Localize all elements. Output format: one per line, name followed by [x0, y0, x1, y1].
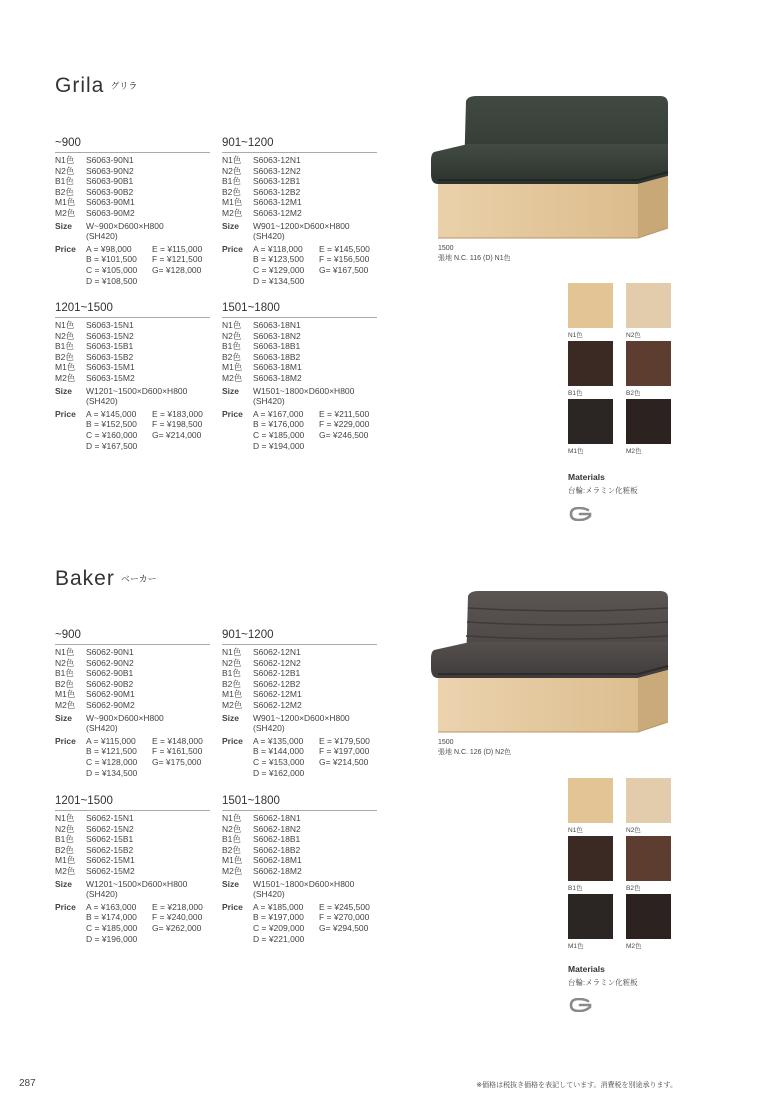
product-title-grila: [55, 74, 137, 98]
size-row: Size W1501~1800×D600×H800 (SH420): [222, 385, 355, 407]
color-code-row: B2色 S6062-12B2: [222, 678, 301, 689]
swatch-m1: [568, 399, 613, 444]
color-code-row: M1色 S6063-90M1: [55, 197, 135, 208]
color-code-row: M2色 S6062-12M2: [222, 699, 302, 710]
color-code-row: B1色 S6063-90B1: [55, 176, 134, 187]
grila-sofa-image: [428, 92, 674, 244]
color-code-row: B2色 S6063-18B2: [222, 351, 301, 362]
materials-heading: Materials: [568, 964, 605, 974]
color-code-row: N2色 S6062-15N2: [55, 823, 134, 834]
swatch-label: N2色: [626, 332, 641, 339]
baker-sofa-image: [428, 588, 674, 736]
size-row: Size W1201~1500×D600×H800 (SH420): [55, 878, 188, 900]
product-title-baker: [55, 567, 157, 591]
spec-block: [222, 647, 387, 778]
spec-block: [222, 320, 387, 451]
color-code-row: M2色 S6062-90M2: [55, 699, 135, 710]
size-range-heading: 1201~1500: [55, 302, 210, 318]
color-code-row: M1色 S6062-90M1: [55, 689, 135, 700]
swatch-label: N2色: [626, 827, 641, 834]
size-row: Size W901~1200×D600×H800 (SH420): [222, 220, 350, 242]
swatch-label: B1色: [568, 885, 583, 892]
swatch-label: N1色: [568, 332, 583, 339]
swatch-m1: [568, 894, 613, 939]
color-code-row: N1色 S6063-15N1: [55, 320, 134, 330]
color-code-row: B2色 S6063-12B2: [222, 186, 301, 197]
g-mark-icon: [569, 998, 593, 1012]
spec-block: [55, 647, 220, 778]
color-code-row: N2色 S6063-90N2: [55, 165, 134, 176]
size-row: Size W~900×D600×H800 (SH420): [55, 712, 164, 734]
color-code-row: N1色 S6063-18N1: [222, 320, 301, 330]
color-code-row: M1色 S6063-15M1: [55, 362, 135, 373]
color-code-row: B2色 S6063-15B2: [55, 351, 134, 362]
swatch-label: B2色: [626, 885, 641, 892]
price-row: Price A = ¥135,000 E = ¥179,500 B = ¥144,000 F = ¥197,000 C = ¥153,000 G= ¥214,500 D = ¥162,000: [222, 735, 370, 778]
product-kana: ベーカー: [120, 574, 157, 584]
color-code-row: B1色 S6062-90B1: [55, 668, 134, 679]
color-code-row: N1色 S6062-15N1: [55, 813, 134, 823]
color-code-row: N2色 S6062-90N2: [55, 657, 134, 668]
size-range-heading: 1201~1500: [55, 795, 210, 811]
swatch-n2: [626, 778, 671, 823]
product-name: Baker: [55, 567, 115, 590]
price-row: Price A = ¥145,000 E = ¥183,000 B = ¥152,500 F = ¥198,500 C = ¥160,000 G= ¥214,000 D = ¥167,500: [55, 408, 203, 451]
sofa-caption: 1500 張地 N.C. 116 (D) N1色: [438, 245, 511, 262]
color-code-row: N2色 S6062-18N2: [222, 823, 301, 834]
color-code-row: N1色 S6062-12N1: [222, 647, 301, 657]
swatch-n2: [626, 283, 671, 328]
page-number: 287: [19, 1078, 36, 1089]
price-row: Price A = ¥115,000 E = ¥148,000 B = ¥121,500 F = ¥161,500 C = ¥128,000 G= ¥175,000 D = ¥134,500: [55, 735, 203, 778]
color-code-row: B1色 S6062-18B1: [222, 834, 301, 845]
color-code-row: B1色 S6063-12B1: [222, 176, 301, 187]
swatch-label: M1色: [568, 943, 584, 950]
size-range-heading: 901~1200: [222, 137, 377, 153]
price-row: Price A = ¥98,000 E = ¥115,000 B = ¥101,500 F = ¥121,500 C = ¥105,000 G= ¥128,000 D = ¥108,500: [55, 243, 203, 286]
swatch-m2: [626, 399, 671, 444]
color-code-row: B1色 S6063-18B1: [222, 341, 301, 352]
swatch-b1: [568, 836, 613, 881]
swatch-label: B1色: [568, 390, 583, 397]
color-code-row: N1色 S6063-12N1: [222, 155, 301, 165]
color-code-row: M2色 S6062-15M2: [55, 865, 135, 876]
color-code-row: M1色 S6062-12M1: [222, 689, 302, 700]
materials-heading: Materials: [568, 472, 605, 482]
spec-block: [222, 813, 387, 944]
color-code-row: M2色 S6062-18M2: [222, 865, 302, 876]
swatch-b1: [568, 341, 613, 386]
price-row: Price A = ¥118,000 E = ¥145,500 B = ¥123,500 F = ¥156,500 C = ¥129,000 G= ¥167,500 D = ¥134,500: [222, 243, 370, 286]
size-range-heading: 1501~1800: [222, 302, 377, 318]
color-code-row: N1色 S6062-18N1: [222, 813, 301, 823]
size-row: Size W901~1200×D600×H800 (SH420): [222, 712, 350, 734]
color-code-row: N2色 S6063-18N2: [222, 330, 301, 341]
spec-block: [55, 813, 220, 944]
price-row: Price A = ¥167,000 E = ¥211,500 B = ¥176,000 F = ¥229,000 C = ¥185,000 G= ¥246,500 D = ¥194,000: [222, 408, 370, 451]
swatch-label: M2色: [626, 943, 642, 950]
materials-text: 台輪:メラミン化粧板: [568, 978, 638, 987]
size-range-heading: ~900: [55, 629, 210, 645]
color-code-row: M1色 S6062-15M1: [55, 855, 135, 866]
color-code-row: B2色 S6062-90B2: [55, 678, 134, 689]
size-range-heading: ~900: [55, 137, 210, 153]
sofa-caption: 1500 張地 N.C. 126 (D) N2色: [438, 739, 512, 756]
swatch-b2: [626, 836, 671, 881]
size-row: Size W1201~1500×D600×H800 (SH420): [55, 385, 188, 407]
size-range-heading: 1501~1800: [222, 795, 377, 811]
color-code-row: M1色 S6063-18M1: [222, 362, 302, 373]
swatch-label: N1色: [568, 827, 583, 834]
size-range-heading: 901~1200: [222, 629, 377, 645]
swatch-m2: [626, 894, 671, 939]
spec-block: [55, 320, 220, 451]
g-mark-icon: [569, 507, 593, 521]
price-row: Price A = ¥185,000 E = ¥245,500 B = ¥197,000 F = ¥270,000 C = ¥209,000 G= ¥294,500 D = ¥221,000: [222, 901, 370, 944]
swatch-label: B2色: [626, 390, 641, 397]
color-code-row: B1色 S6062-15B1: [55, 834, 134, 845]
color-code-row: B2色 S6062-18B2: [222, 844, 301, 855]
color-code-row: M1色 S6062-18M1: [222, 855, 302, 866]
size-row: Size W~900×D600×H800 (SH420): [55, 220, 164, 242]
color-code-row: B1色 S6063-15B1: [55, 341, 134, 352]
materials-text: 台輪:メラミン化粧板: [568, 486, 638, 495]
color-code-row: N2色 S6062-12N2: [222, 657, 301, 668]
color-code-row: B1色 S6062-12B1: [222, 668, 301, 679]
tax-note: ※価格は税抜き価格を表記しています。消費税を別途承ります。: [476, 1082, 677, 1089]
product-name: Grila: [55, 74, 105, 97]
color-code-row: N2色 S6063-12N2: [222, 165, 301, 176]
color-code-row: B2色 S6062-15B2: [55, 844, 134, 855]
swatch-n1: [568, 778, 613, 823]
color-code-row: M2色 S6063-12M2: [222, 207, 302, 218]
color-code-row: M2色 S6063-15M2: [55, 372, 135, 383]
swatch-label: M1色: [568, 448, 584, 455]
spec-block: [55, 155, 220, 286]
color-code-row: M2色 S6063-90M2: [55, 207, 135, 218]
color-code-row: N1色 S6062-90N1: [55, 647, 134, 657]
color-code-row: M1色 S6063-12M1: [222, 197, 302, 208]
color-code-row: N1色 S6063-90N1: [55, 155, 134, 165]
color-code-row: M2色 S6063-18M2: [222, 372, 302, 383]
color-code-row: B2色 S6063-90B2: [55, 186, 134, 197]
color-code-row: N2色 S6063-15N2: [55, 330, 134, 341]
swatch-b2: [626, 341, 671, 386]
swatch-n1: [568, 283, 613, 328]
price-row: Price A = ¥163,000 E = ¥218,000 B = ¥174,000 F = ¥240,000 C = ¥185,000 G= ¥262,000 D = ¥196,000: [55, 901, 203, 944]
swatch-label: M2色: [626, 448, 642, 455]
size-row: Size W1501~1800×D600×H800 (SH420): [222, 878, 355, 900]
product-kana: グリラ: [110, 81, 138, 91]
spec-block: [222, 155, 387, 286]
